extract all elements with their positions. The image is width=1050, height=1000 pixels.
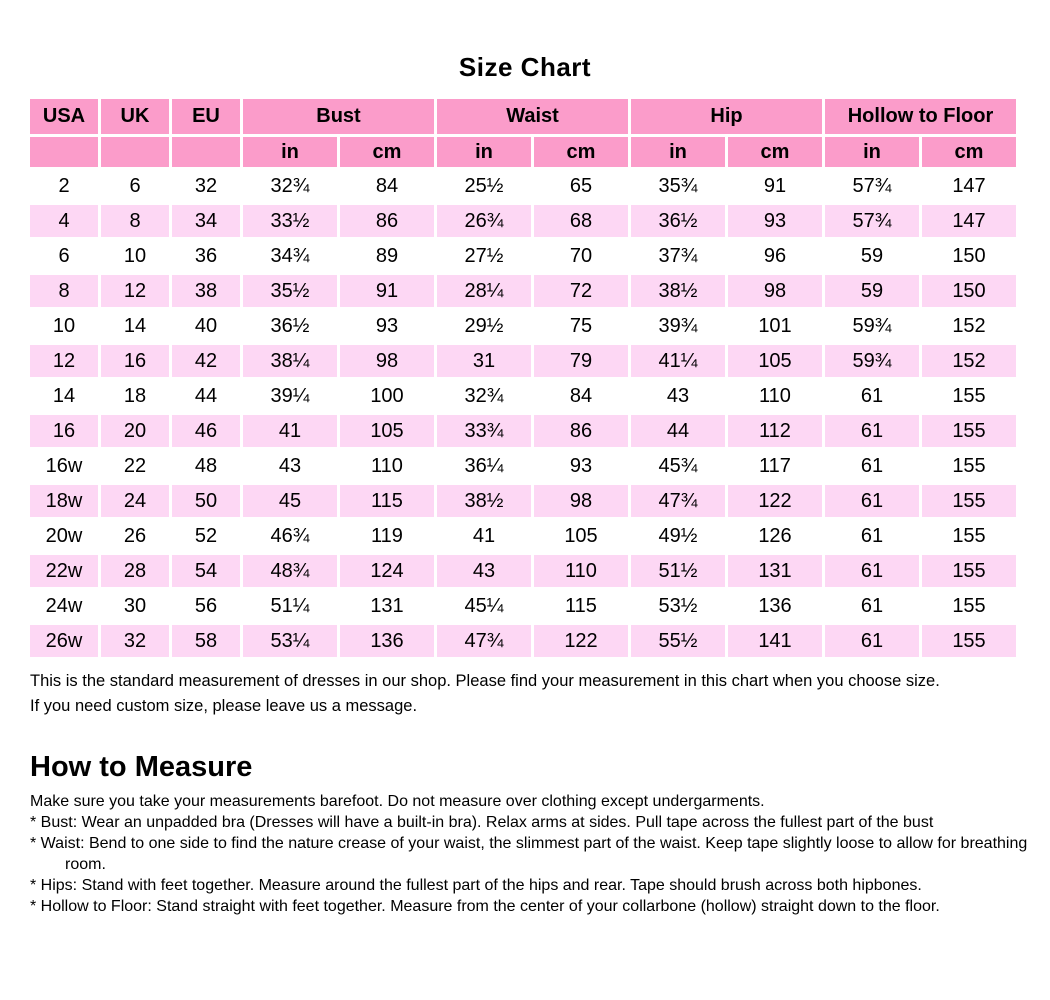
table-cell: 84 — [534, 380, 628, 412]
table-cell: 101 — [728, 310, 822, 342]
table-cell: 155 — [922, 415, 1016, 447]
table-cell: 100 — [340, 380, 434, 412]
table-cell: 58 — [172, 625, 240, 657]
table-cell: 115 — [534, 590, 628, 622]
table-cell: 86 — [534, 415, 628, 447]
table-cell: 61 — [825, 520, 919, 552]
table-cell: 52 — [172, 520, 240, 552]
table-row — [30, 415, 1016, 447]
table-cell: 38½ — [437, 485, 531, 517]
table-cell: 59 — [825, 275, 919, 307]
table-cell: 36¼ — [437, 450, 531, 482]
table-row — [30, 485, 1016, 517]
table-header-row — [30, 99, 1016, 134]
table-cell: 26¾ — [437, 205, 531, 237]
table-cell: 10 — [30, 310, 98, 342]
table-cell: 22w — [30, 555, 98, 587]
table-cell: 48¾ — [243, 555, 337, 587]
table-cell: 44 — [631, 415, 725, 447]
table-cell: 44 — [172, 380, 240, 412]
table-cell: 32 — [172, 170, 240, 202]
table-cell: 8 — [30, 275, 98, 307]
table-cell: 16 — [30, 415, 98, 447]
table-cell: 59 — [825, 240, 919, 272]
table-cell: 98 — [534, 485, 628, 517]
column-header-hollow-to-floor: Hollow to Floor — [825, 99, 1016, 134]
table-cell: 43 — [437, 555, 531, 587]
table-cell: 49½ — [631, 520, 725, 552]
unit-header-hip-in: in — [631, 137, 725, 167]
table-cell: 141 — [728, 625, 822, 657]
table-cell: 51¼ — [243, 590, 337, 622]
table-cell: 150 — [922, 240, 1016, 272]
table-row — [30, 380, 1016, 412]
table-cell: 16 — [101, 345, 169, 377]
table-cell: 61 — [825, 485, 919, 517]
table-cell: 37¾ — [631, 240, 725, 272]
table-cell: 93 — [340, 310, 434, 342]
table-cell: 150 — [922, 275, 1016, 307]
table-cell: 155 — [922, 555, 1016, 587]
table-row — [30, 625, 1016, 657]
table-cell: 41 — [243, 415, 337, 447]
table-cell: 12 — [30, 345, 98, 377]
table-row — [30, 240, 1016, 272]
table-cell: 31 — [437, 345, 531, 377]
table-cell: 28 — [101, 555, 169, 587]
table-row — [30, 345, 1016, 377]
table-cell: 126 — [728, 520, 822, 552]
table-cell: 47¾ — [437, 625, 531, 657]
table-cell: 14 — [30, 380, 98, 412]
table-cell: 93 — [728, 205, 822, 237]
table-cell: 131 — [728, 555, 822, 587]
table-cell: 155 — [922, 485, 1016, 517]
table-units-row — [30, 137, 1016, 167]
measure-item-waist: * Waist: Bend to one side to find the nature crease of your waist, the slimmest part of the waist. Keep tape slightly loose to allow for breathing room. — [30, 835, 1028, 873]
unit-header-htf-in: in — [825, 137, 919, 167]
table-cell: 33½ — [243, 205, 337, 237]
table-cell: 75 — [534, 310, 628, 342]
table-cell: 122 — [728, 485, 822, 517]
table-cell: 59¾ — [825, 345, 919, 377]
table-cell: 61 — [825, 625, 919, 657]
unit-header-waist-cm: cm — [534, 137, 628, 167]
table-cell: 12 — [101, 275, 169, 307]
table-cell: 34 — [172, 205, 240, 237]
table-cell: 2 — [30, 170, 98, 202]
table-cell: 105 — [728, 345, 822, 377]
table-cell: 68 — [534, 205, 628, 237]
table-cell: 147 — [922, 205, 1016, 237]
table-cell: 61 — [825, 450, 919, 482]
table-cell: 45¼ — [437, 590, 531, 622]
table-cell: 147 — [922, 170, 1016, 202]
table-cell: 110 — [534, 555, 628, 587]
table-cell: 45¾ — [631, 450, 725, 482]
table-cell: 32 — [101, 625, 169, 657]
table-cell: 54 — [172, 555, 240, 587]
table-cell: 79 — [534, 345, 628, 377]
column-header-eu: EU — [172, 99, 240, 134]
table-cell: 38¼ — [243, 345, 337, 377]
table-cell: 155 — [922, 590, 1016, 622]
table-cell: 38½ — [631, 275, 725, 307]
table-cell: 41 — [437, 520, 531, 552]
table-cell: 36 — [172, 240, 240, 272]
table-cell: 29½ — [437, 310, 531, 342]
table-cell: 36½ — [631, 205, 725, 237]
table-cell: 53½ — [631, 590, 725, 622]
table-cell: 155 — [922, 625, 1016, 657]
table-cell: 155 — [922, 450, 1016, 482]
table-cell: 86 — [340, 205, 434, 237]
table-cell: 8 — [101, 205, 169, 237]
table-cell: 51½ — [631, 555, 725, 587]
table-cell: 136 — [728, 590, 822, 622]
table-cell: 32¾ — [243, 170, 337, 202]
unit-header-bust-cm: cm — [340, 137, 434, 167]
table-cell: 56 — [172, 590, 240, 622]
table-cell: 155 — [922, 380, 1016, 412]
unit-header-htf-cm: cm — [922, 137, 1016, 167]
table-cell: 40 — [172, 310, 240, 342]
table-cell: 119 — [340, 520, 434, 552]
table-cell: 110 — [340, 450, 434, 482]
table-cell: 28¼ — [437, 275, 531, 307]
table-cell: 35½ — [243, 275, 337, 307]
table-cell: 61 — [825, 380, 919, 412]
units-spacer-uk — [101, 137, 169, 167]
table-row — [30, 170, 1016, 202]
table-cell: 91 — [728, 170, 822, 202]
column-header-bust: Bust — [243, 99, 434, 134]
table-cell: 96 — [728, 240, 822, 272]
size-chart-table — [27, 96, 1019, 660]
column-header-usa: USA — [30, 99, 98, 134]
table-cell: 65 — [534, 170, 628, 202]
table-row — [30, 520, 1016, 552]
table-cell: 152 — [922, 310, 1016, 342]
table-cell: 115 — [340, 485, 434, 517]
units-spacer-eu — [172, 137, 240, 167]
table-cell: 84 — [340, 170, 434, 202]
table-cell: 46 — [172, 415, 240, 447]
table-cell: 47¾ — [631, 485, 725, 517]
table-row — [30, 205, 1016, 237]
table-cell: 38 — [172, 275, 240, 307]
table-cell: 39¼ — [243, 380, 337, 412]
table-cell: 33¾ — [437, 415, 531, 447]
table-cell: 34¾ — [243, 240, 337, 272]
table-cell: 50 — [172, 485, 240, 517]
table-cell: 10 — [101, 240, 169, 272]
measure-intro: Make sure you take your measurements barefoot. Do not measure over clothing except undergarments. — [30, 793, 765, 810]
table-cell: 117 — [728, 450, 822, 482]
measure-instructions — [30, 791, 1030, 917]
table-cell: 89 — [340, 240, 434, 272]
table-cell: 131 — [340, 590, 434, 622]
table-cell: 155 — [922, 520, 1016, 552]
table-cell: 6 — [30, 240, 98, 272]
unit-header-hip-cm: cm — [728, 137, 822, 167]
table-row — [30, 275, 1016, 307]
table-cell: 152 — [922, 345, 1016, 377]
table-cell: 72 — [534, 275, 628, 307]
table-cell: 45 — [243, 485, 337, 517]
table-cell: 20 — [101, 415, 169, 447]
table-cell: 42 — [172, 345, 240, 377]
measure-item-hollow-to-floor: * Hollow to Floor: Stand straight with feet together. Measure from the center of your collarbone (hollow) straight down to the floor. — [30, 898, 940, 915]
table-cell: 27½ — [437, 240, 531, 272]
table-row — [30, 310, 1016, 342]
table-cell: 98 — [340, 345, 434, 377]
table-cell: 55½ — [631, 625, 725, 657]
table-cell: 98 — [728, 275, 822, 307]
chart-notes — [30, 669, 1050, 719]
table-cell: 4 — [30, 205, 98, 237]
table-cell: 22 — [101, 450, 169, 482]
table-cell: 25½ — [437, 170, 531, 202]
table-cell: 57¾ — [825, 170, 919, 202]
column-header-waist: Waist — [437, 99, 628, 134]
table-cell: 24w — [30, 590, 98, 622]
table-cell: 36½ — [243, 310, 337, 342]
table-cell: 48 — [172, 450, 240, 482]
table-row — [30, 590, 1016, 622]
how-to-measure-heading: How to Measure — [30, 751, 253, 783]
table-cell: 26 — [101, 520, 169, 552]
table-cell: 16w — [30, 450, 98, 482]
table-cell: 32¾ — [437, 380, 531, 412]
table-cell: 93 — [534, 450, 628, 482]
table-cell: 26w — [30, 625, 98, 657]
column-header-hip: Hip — [631, 99, 822, 134]
table-row — [30, 450, 1016, 482]
table-cell: 35¾ — [631, 170, 725, 202]
table-cell: 6 — [101, 170, 169, 202]
measure-item-bust: * Bust: Wear an unpadded bra (Dresses will have a built-in bra). Relax arms at sides. Pull tape across the fullest part of the bust — [30, 814, 934, 831]
table-cell: 110 — [728, 380, 822, 412]
table-cell: 14 — [101, 310, 169, 342]
table-cell: 30 — [101, 590, 169, 622]
units-spacer-usa — [30, 137, 98, 167]
size-rows — [30, 170, 1016, 657]
table-cell: 20w — [30, 520, 98, 552]
table-cell: 61 — [825, 555, 919, 587]
table-cell: 122 — [534, 625, 628, 657]
table-cell: 105 — [340, 415, 434, 447]
table-cell: 59¾ — [825, 310, 919, 342]
page-title: Size Chart — [458, 52, 592, 82]
table-cell: 57¾ — [825, 205, 919, 237]
table-cell: 61 — [825, 590, 919, 622]
table-cell: 70 — [534, 240, 628, 272]
note-line-2: If you need custom size, please leave us a message. — [30, 697, 418, 715]
note-line-1: This is the standard measurement of dresses in our shop. Please find your measurement in this chart when you choose size. — [30, 672, 940, 690]
measure-item-hips: * Hips: Stand with feet together. Measure around the fullest part of the hips and rear. Tape should brush across both hipbones. — [30, 877, 922, 894]
table-row — [30, 555, 1016, 587]
table-cell: 24 — [101, 485, 169, 517]
table-cell: 46¾ — [243, 520, 337, 552]
table-cell: 91 — [340, 275, 434, 307]
column-header-uk: UK — [101, 99, 169, 134]
unit-header-waist-in: in — [437, 137, 531, 167]
table-cell: 53¼ — [243, 625, 337, 657]
table-cell: 18 — [101, 380, 169, 412]
table-cell: 124 — [340, 555, 434, 587]
table-cell: 41¼ — [631, 345, 725, 377]
table-cell: 43 — [243, 450, 337, 482]
table-cell: 18w — [30, 485, 98, 517]
table-cell: 61 — [825, 415, 919, 447]
unit-header-bust-in: in — [243, 137, 337, 167]
table-cell: 112 — [728, 415, 822, 447]
table-cell: 105 — [534, 520, 628, 552]
table-cell: 39¾ — [631, 310, 725, 342]
table-cell: 136 — [340, 625, 434, 657]
table-cell: 43 — [631, 380, 725, 412]
